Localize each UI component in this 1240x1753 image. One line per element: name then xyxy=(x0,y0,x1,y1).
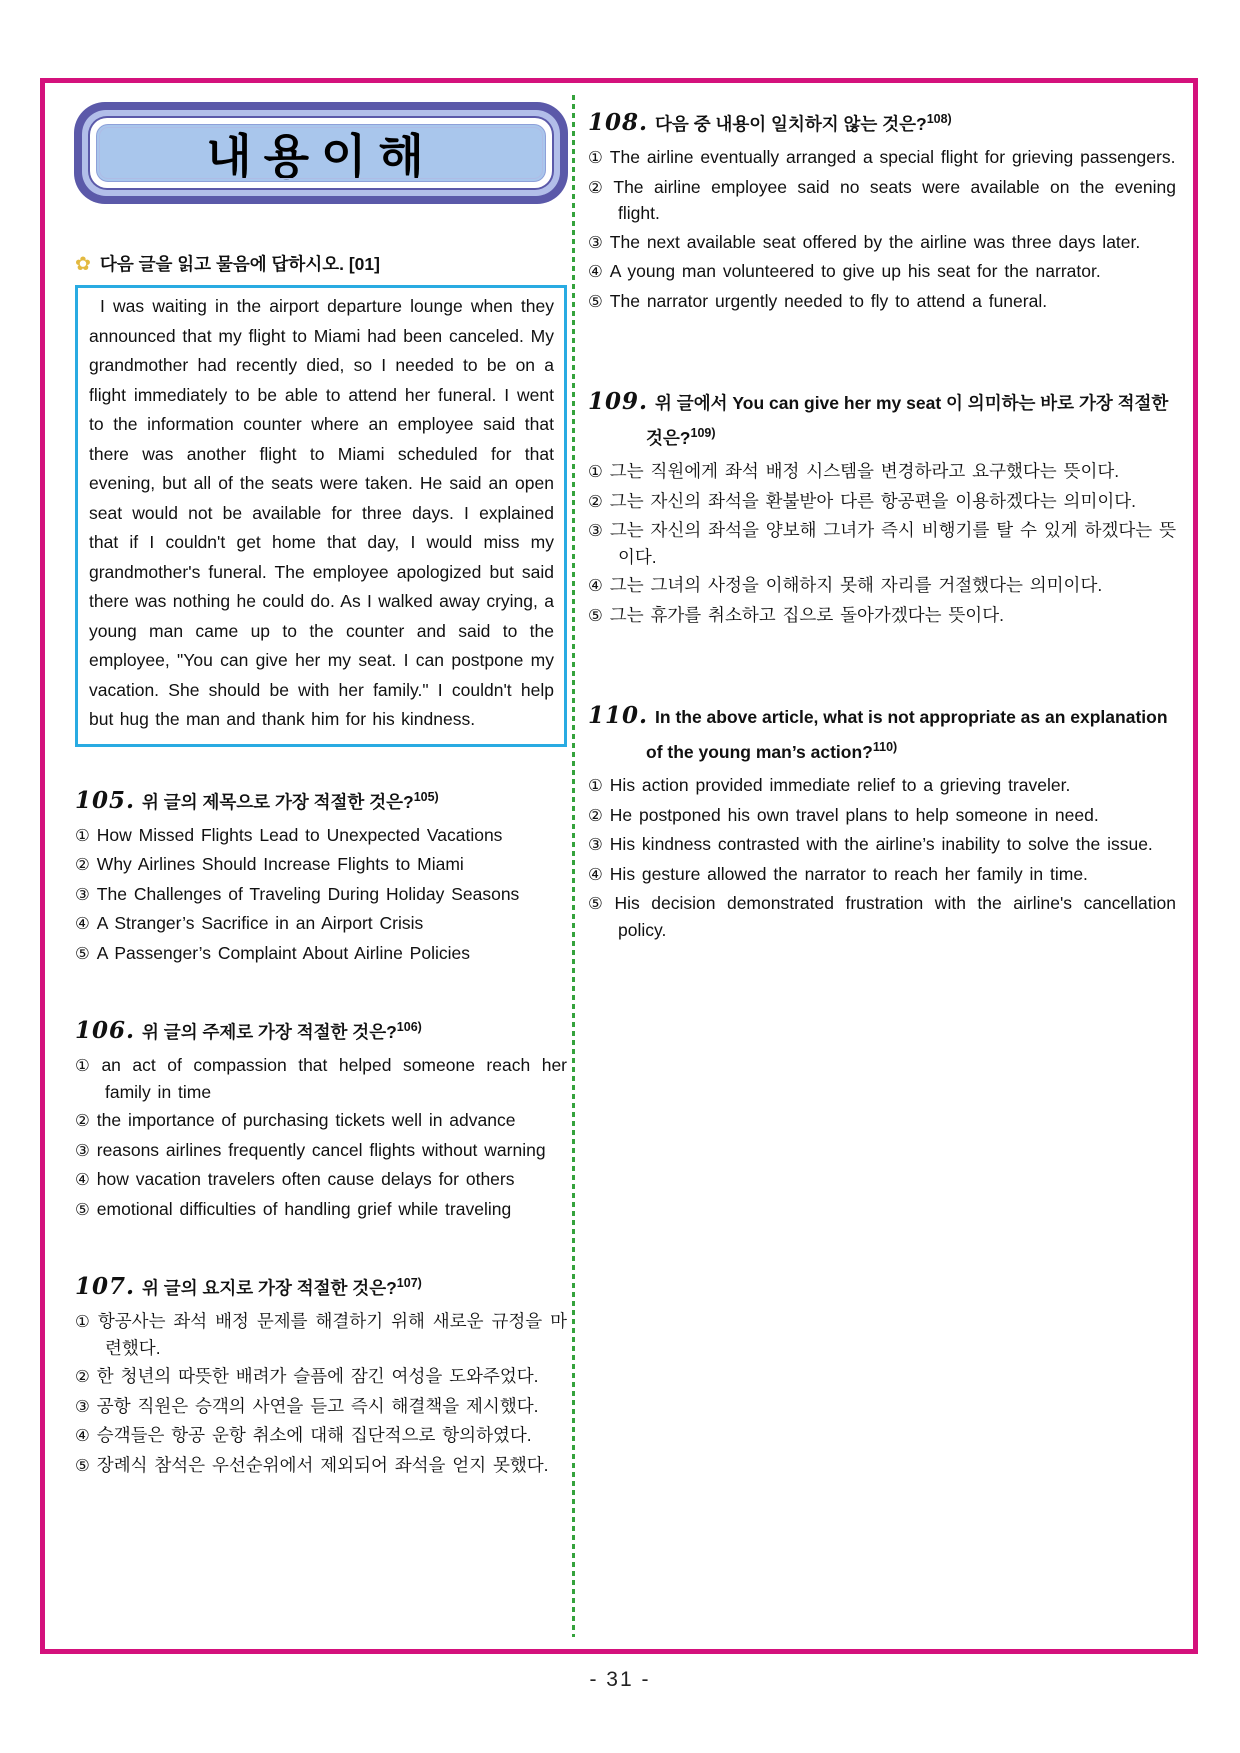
option-text: the importance of purchasing tickets well in advance xyxy=(96,1110,516,1130)
question-stem: 위 글의 제목으로 가장 적절한 것은? xyxy=(142,791,414,812)
question-110-option-3 xyxy=(588,832,1176,859)
passage-box xyxy=(75,285,567,747)
question-110-option-1 xyxy=(588,773,1176,800)
question-105-option-4 xyxy=(75,911,567,938)
option-marker: ② xyxy=(75,1368,90,1386)
option-text: The airline eventually arranged a special flight for grieving passengers. xyxy=(609,147,1176,167)
question-106-option-3 xyxy=(75,1138,567,1165)
question-108-option-5 xyxy=(588,289,1176,316)
question-110-option-5 xyxy=(588,891,1176,943)
option-text: 그는 자신의 좌석을 환불받아 다른 항공편을 이용하겠다는 의미이다. xyxy=(609,490,1137,511)
option-marker: ③ xyxy=(588,836,603,854)
questions-right xyxy=(588,105,1176,943)
page-number: - 31 - xyxy=(589,1668,651,1691)
right-column xyxy=(588,105,1176,946)
question-note: 108) xyxy=(926,112,952,126)
question-109-option-3 xyxy=(588,518,1176,570)
option-marker: ① xyxy=(588,149,603,167)
option-text: reasons airlines frequently cancel flights without warning xyxy=(96,1139,546,1160)
question-105 xyxy=(75,783,567,968)
option-text: 그는 휴가를 취소하고 집으로 돌아가겠다는 뜻이다. xyxy=(609,604,1004,625)
question-header xyxy=(75,1013,567,1048)
question-number: 105. xyxy=(75,786,136,814)
option-text: Why Airlines Should Increase Flights to Miami xyxy=(96,854,464,874)
column-divider xyxy=(572,95,575,1637)
option-text: 한 청년의 따뜻한 배려가 슬픔에 잠긴 여성을 도와주었다. xyxy=(96,1366,539,1386)
option-text: His action provided immediate relief to a grieving traveler. xyxy=(609,775,1071,795)
question-107-option-2 xyxy=(75,1364,567,1391)
question-108-option-3 xyxy=(588,230,1176,257)
option-text: The narrator urgently needed to fly to attend a funeral. xyxy=(609,290,1048,311)
question-107-option-3 xyxy=(75,1394,567,1421)
question-107-option-4 xyxy=(75,1423,567,1450)
left-column xyxy=(75,103,567,1482)
question-109-option-1 xyxy=(588,459,1176,486)
question-109-option-4 xyxy=(588,573,1176,600)
option-marker: ⑤ xyxy=(75,1456,90,1475)
option-marker: ① xyxy=(588,777,603,795)
question-106-option-4 xyxy=(75,1167,567,1194)
question-107-option-5 xyxy=(75,1453,567,1480)
question-110-option-2 xyxy=(588,803,1176,830)
instruction xyxy=(75,251,567,276)
option-marker: ⑤ xyxy=(588,292,603,311)
option-text: A Stranger’s Sacrifice in an Airport Crisis xyxy=(96,913,424,933)
option-text: The next available seat offered by the airline was three days later. xyxy=(609,231,1141,252)
question-header xyxy=(588,105,1176,140)
question-108-option-4 xyxy=(588,259,1176,286)
option-marker: ④ xyxy=(75,1427,90,1445)
option-marker: ④ xyxy=(75,1171,90,1189)
option-text: 승객들은 항공 운항 취소에 대해 집단적으로 항의하였다. xyxy=(96,1425,532,1445)
question-header xyxy=(588,387,1176,454)
option-marker: ④ xyxy=(588,263,603,281)
questions-left xyxy=(75,783,567,1480)
option-text: His decision demonstrated frustration with the airline's cancellation policy. xyxy=(614,893,1176,940)
option-text: The Challenges of Traveling During Holiday Seasons xyxy=(96,883,520,904)
question-number: 108. xyxy=(588,109,649,136)
question-stem: In the above article, what is not appropriate as an explanation of the young man’s action? xyxy=(646,707,1168,762)
option-marker: ③ xyxy=(588,233,603,252)
option-marker: ① xyxy=(75,826,90,845)
question-stem: 위 글에서 You can give her my seat 이 의미하는 바로 가장 적절한 것은? xyxy=(646,393,1169,448)
option-text: an act of compassion that helped someone reach her family in time xyxy=(101,1055,568,1102)
question-108-option-2 xyxy=(588,175,1176,227)
question-header xyxy=(588,701,1176,768)
page-border xyxy=(40,78,1198,1654)
option-marker: ⑤ xyxy=(588,606,603,625)
option-text: A young man volunteered to give up his seat for the narrator. xyxy=(609,261,1101,281)
question-108 xyxy=(588,105,1176,315)
question-stem: 다음 중 내용이 일치하지 않는 것은? xyxy=(655,114,927,134)
option-text: 항공사는 좌석 배정 문제를 해결하기 위해 새로운 규정을 마련했다. xyxy=(97,1311,567,1358)
question-note: 107) xyxy=(396,1276,422,1290)
option-text: 그는 직원에게 좌석 배정 시스템을 변경하라고 요구했다는 뜻이다. xyxy=(609,461,1120,481)
question-105-option-3 xyxy=(75,882,567,909)
question-105-option-1 xyxy=(75,823,567,850)
question-110 xyxy=(588,701,1176,943)
option-marker: ③ xyxy=(75,885,90,904)
option-marker: ④ xyxy=(588,577,603,595)
option-text: How Missed Flights Lead to Unexpected Vacations xyxy=(96,824,503,845)
option-text: 장례식 참석은 우선순위에서 제외되어 좌석을 얻지 못했다. xyxy=(96,1454,549,1475)
option-text: emotional difficulties of handling grief while traveling xyxy=(96,1198,512,1219)
option-text: His gesture allowed the narrator to reach her family in time. xyxy=(609,863,1088,884)
question-109-option-2 xyxy=(588,489,1176,516)
question-106-option-1 xyxy=(75,1053,567,1105)
option-text: 그는 자신의 좌석을 양보해 그녀가 즉시 비행기를 탈 수 있게 하겠다는 뜻이다. xyxy=(609,520,1176,567)
flower-icon: ✿ xyxy=(75,254,91,275)
question-note: 106) xyxy=(396,1020,422,1034)
page-title: 내용이해 xyxy=(206,129,436,183)
option-text: A Passenger’s Complaint About Airline Policies xyxy=(96,942,470,963)
question-106-option-5 xyxy=(75,1197,567,1224)
option-marker: ③ xyxy=(588,522,603,540)
option-marker: ① xyxy=(75,1313,91,1331)
question-108-option-1 xyxy=(588,145,1176,172)
option-marker: ② xyxy=(75,1112,90,1130)
question-107 xyxy=(75,1269,567,1479)
question-stem: 위 글의 주제로 가장 적절한 것은? xyxy=(142,1022,397,1042)
question-109-option-5 xyxy=(588,603,1176,630)
question-header xyxy=(75,1269,567,1304)
option-marker: ⑤ xyxy=(75,1200,90,1219)
question-106 xyxy=(75,1013,567,1223)
option-marker: ⑤ xyxy=(588,895,608,913)
option-marker: ③ xyxy=(75,1397,90,1416)
option-marker: ② xyxy=(588,806,603,825)
question-note: 105) xyxy=(413,789,439,804)
option-marker: ④ xyxy=(588,865,603,884)
question-number: 106. xyxy=(75,1017,136,1044)
question-header xyxy=(75,783,567,818)
question-note: 109) xyxy=(690,426,716,440)
option-marker: ② xyxy=(588,492,603,511)
option-text: 그는 그녀의 사정을 이해하지 못해 자리를 거절했다는 의미이다. xyxy=(609,575,1103,595)
passage-text: I was waiting in the airport departure lounge when they announced that my flight to Miami had been canceled. My grandmother had recently died, so I needed to be on a flight immediately to be able to attend her funeral. I went to the information counter where an employee said that there was another flight to Miami scheduled for that evening, but all of the seats were taken. He said an open seat would not be available for three days. I explained that if I couldn't get home that day, I would miss my grandmother's funeral. The employee apologized but said there was nothing he could do. As I walked away crying, a young man came up to the counter and said to the employee, "You can give her my seat. I can postpone my vacation. She should be with her family." I couldn't help but hug the man and thank him for his kindness. xyxy=(89,296,554,729)
option-text: The airline employee said no seats were available on the evening flight. xyxy=(613,176,1176,223)
question-109 xyxy=(588,387,1176,629)
option-marker: ④ xyxy=(75,915,90,933)
option-marker: ⑤ xyxy=(75,944,90,963)
option-marker: ② xyxy=(588,178,607,197)
instruction-text: 다음 글을 읽고 물음에 답하시오. [01] xyxy=(99,254,380,274)
question-number: 109. xyxy=(588,388,649,415)
question-107-option-1 xyxy=(75,1309,567,1361)
option-marker: ③ xyxy=(75,1141,90,1160)
question-note: 110) xyxy=(872,740,898,754)
question-110-option-4 xyxy=(588,862,1176,889)
question-number: 107. xyxy=(75,1273,136,1300)
question-105-option-5 xyxy=(75,941,567,968)
option-text: He postponed his own travel plans to help someone in need. xyxy=(609,804,1099,825)
question-106-option-2 xyxy=(75,1108,567,1135)
option-text: 공항 직원은 승객의 사연을 듣고 즉시 해결책을 제시했다. xyxy=(96,1395,539,1416)
option-marker: ① xyxy=(75,1057,95,1075)
question-stem: 위 글의 요지로 가장 적절한 것은? xyxy=(142,1278,397,1298)
option-marker: ② xyxy=(75,856,90,874)
option-text: His kindness contrasted with the airline’s inability to solve the issue. xyxy=(609,834,1153,854)
question-number: 110. xyxy=(588,702,649,729)
question-105-option-2 xyxy=(75,852,567,879)
header-badge xyxy=(75,103,567,203)
option-text: how vacation travelers often cause delays for others xyxy=(96,1169,515,1189)
option-marker: ① xyxy=(588,463,603,481)
